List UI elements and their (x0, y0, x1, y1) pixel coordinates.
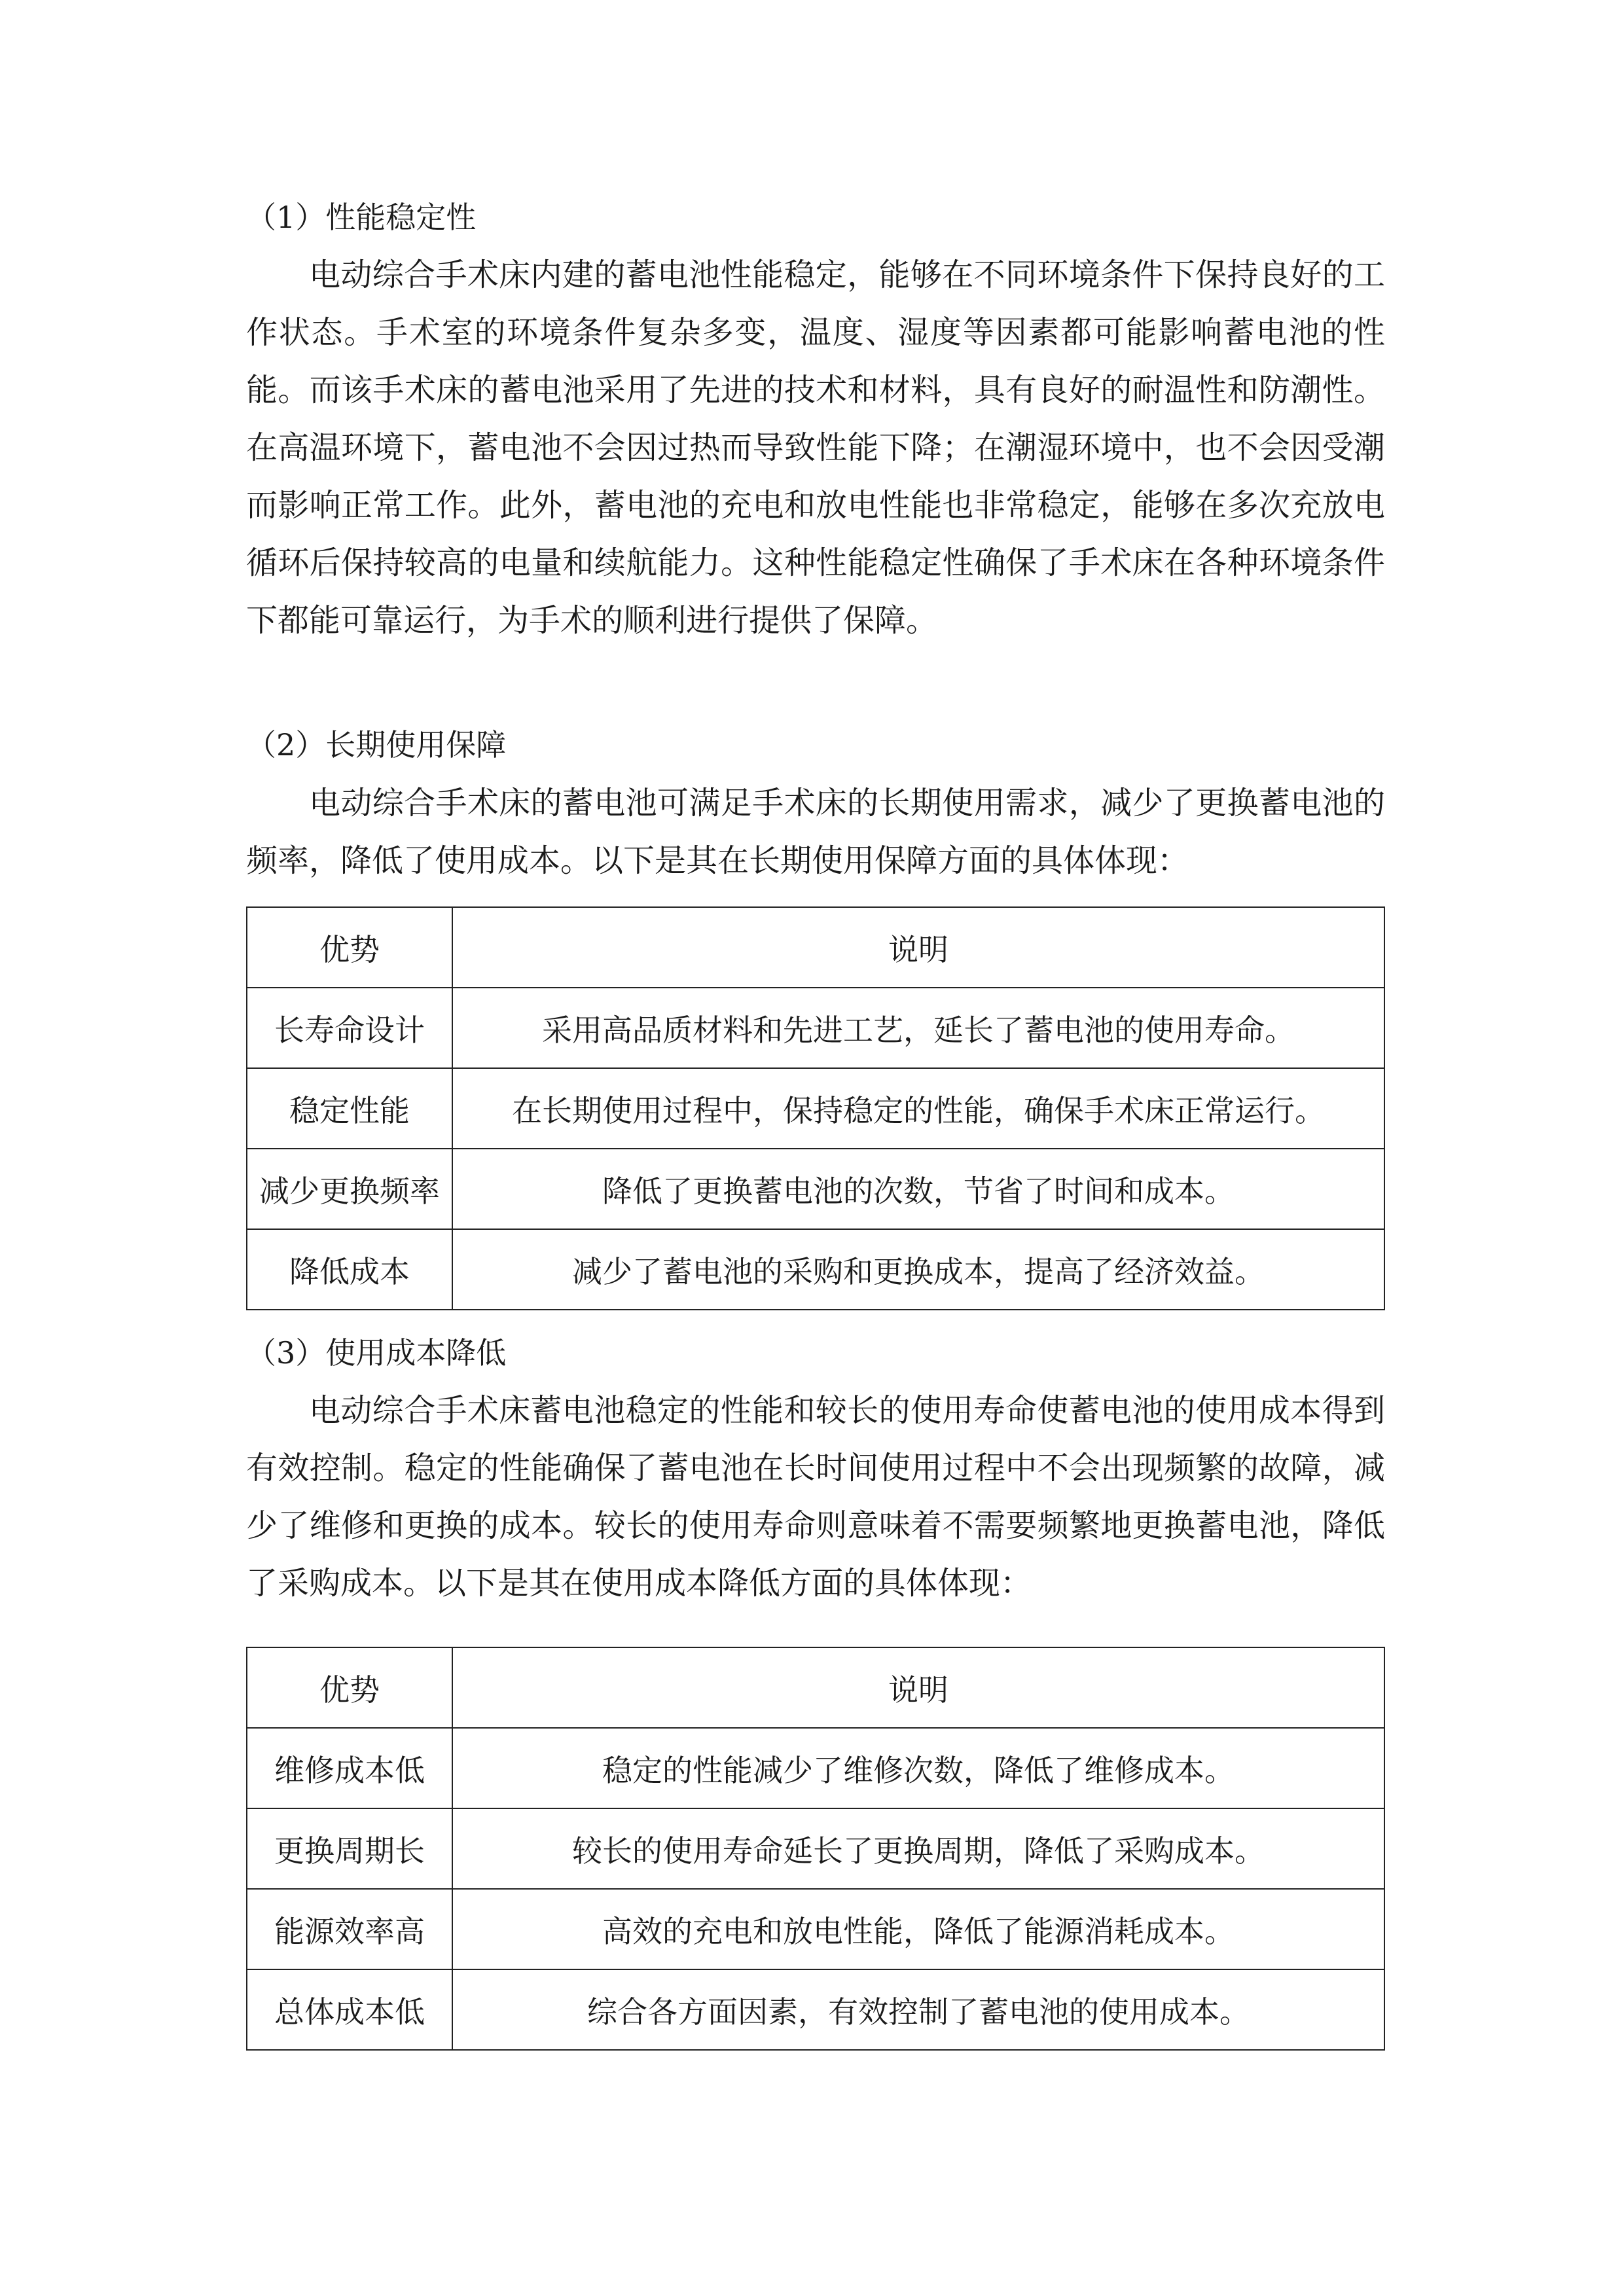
section-1-paragraph: 电动综合手术床内建的蓄电池性能稳定，能够在不同环境条件下保持良好的工作状态。手术室的环境条件复杂多变，温度、湿度等因素都可能影响蓄电池的性能。而该手术床的蓄电池采用了先进的技术和材料，具有良好的耐温性和防潮性。在高温环境下，蓄电池不会因过热而导致性能下降；在潮湿环境中，也不会因受潮而影响正常工作。此外，蓄电池的充电和放电性能也非常稳定，能够在多次充放电循环后保持较高的电量和续航能力。这种性能稳定性确保了手术床在各种环境条件下都能可靠运行，为手术的顺利进行提供了保障。 (246, 257, 1385, 639)
cell-description: 综合各方面因素，有效控制了蓄电池的使用成本。 (452, 1969, 1384, 2050)
section-1-heading: （1）性能稳定性 (246, 200, 477, 235)
section-3-paragraph: 电动综合手术床蓄电池稳定的性能和较长的使用寿命使蓄电池的使用成本得到有效控制。稳定的性能确保了蓄电池在长时间使用过程中不会出现频繁的故障，减少了维修和更换的成本。较长的使用寿命则意味着不需要频繁地更换蓄电池，降低了采购成本。以下是其在使用成本降低方面的具体体现： (246, 1392, 1385, 1602)
cell-advantage: 总体成本低 (247, 1969, 452, 2050)
cell-description: 采用高品质材料和先进工艺，延长了蓄电池的使用寿命。 (452, 988, 1384, 1068)
header-description: 说明 (452, 907, 1384, 988)
table-header-row (247, 907, 1384, 988)
section-3-heading: （3）使用成本降低 (246, 1335, 507, 1371)
cell-advantage: 降低成本 (247, 1229, 452, 1310)
table-row (247, 988, 1384, 1068)
section-2-paragraph: 电动综合手术床的蓄电池可满足手术床的长期使用需求，减少了更换蓄电池的频率，降低了使用成本。以下是其在长期使用保障方面的具体体现： (246, 785, 1385, 879)
long-term-use-table (246, 906, 1385, 1310)
cell-description: 减少了蓄电池的采购和更换成本，提高了经济效益。 (452, 1229, 1384, 1310)
cell-advantage: 减少更换频率 (247, 1149, 452, 1229)
cell-description: 高效的充电和放电性能，降低了能源消耗成本。 (452, 1889, 1384, 1969)
table-row (247, 1889, 1384, 1969)
cell-advantage: 稳定性能 (247, 1068, 452, 1149)
cell-advantage: 长寿命设计 (247, 988, 452, 1068)
cell-advantage: 维修成本低 (247, 1728, 452, 1808)
table-row (247, 1808, 1384, 1889)
cell-description: 降低了更换蓄电池的次数，节省了时间和成本。 (452, 1149, 1384, 1229)
header-advantage: 优势 (247, 907, 452, 988)
cost-reduction-table (246, 1647, 1385, 2051)
table-row (247, 1229, 1384, 1310)
cell-description: 较长的使用寿命延长了更换周期，降低了采购成本。 (452, 1808, 1384, 1889)
cell-description: 稳定的性能减少了维修次数，降低了维修成本。 (452, 1728, 1384, 1808)
header-description: 说明 (452, 1647, 1384, 1728)
table-row (247, 1068, 1384, 1149)
header-advantage: 优势 (247, 1647, 452, 1728)
cell-advantage: 更换周期长 (247, 1808, 452, 1889)
cell-advantage: 能源效率高 (247, 1889, 452, 1969)
table-row (247, 1728, 1384, 1808)
cell-description: 在长期使用过程中，保持稳定的性能，确保手术床正常运行。 (452, 1068, 1384, 1149)
section-2-heading: （2）长期使用保障 (246, 727, 507, 762)
table-row (247, 1969, 1384, 2050)
table-header-row (247, 1647, 1384, 1728)
table-row (247, 1149, 1384, 1229)
